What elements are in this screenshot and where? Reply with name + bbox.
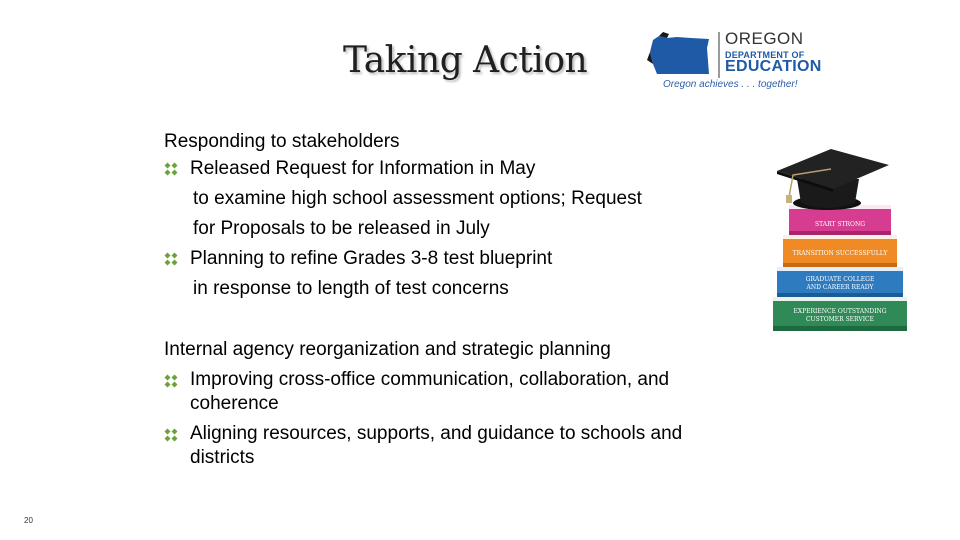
section-stakeholders — [164, 130, 642, 304]
diamond-bullet-icon — [164, 252, 178, 266]
book-label: EXPERIENCE OUTSTANDING — [793, 308, 887, 315]
logo-department-text: DEPARTMENT OF — [725, 50, 805, 60]
logo-divider — [718, 32, 720, 78]
logo-education-text: EDUCATION — [725, 58, 822, 75]
oregon-state-icon — [647, 32, 715, 78]
book-blue — [777, 267, 903, 297]
bullet-line: Released Request for Information in May — [190, 157, 536, 179]
bullet-item — [164, 154, 642, 244]
section-heading: Internal agency reorganization and strategic planning — [164, 339, 611, 360]
book-label: CUSTOMER SERVICE — [805, 316, 875, 323]
book-orange — [783, 235, 897, 267]
diamond-bullet-icon — [164, 428, 178, 442]
book-label: AND CAREER READY — [806, 284, 874, 291]
bullet-line: to examine high school assessment options; Request — [193, 187, 642, 209]
bullet-line: in response to length of test concerns — [193, 277, 509, 299]
page-number: 20 — [24, 516, 33, 525]
section-reorganization — [164, 338, 764, 470]
bullet-item — [164, 422, 750, 470]
book-label: START STRONG — [814, 221, 866, 228]
bullet-line: Planning to refine Grades 3-8 test blueprint — [190, 247, 553, 269]
bullet-item — [164, 244, 642, 304]
book-label: GRADUATE COLLEGE — [805, 276, 875, 283]
book-stack-graduation-illustration — [771, 143, 911, 335]
bullet-item — [164, 368, 750, 416]
diamond-bullet-icon — [164, 374, 178, 388]
bullet-text: Improving cross-office communication, collaboration, and coherence — [190, 369, 670, 414]
ode-logo — [647, 26, 822, 96]
bullet-line: for Proposals to be released in July — [193, 217, 490, 239]
book-pink — [789, 205, 891, 235]
book-label: TRANSITION SUCCESSFULLY — [792, 250, 888, 257]
logo-tagline: Oregon achieves . . . together! — [663, 79, 798, 90]
section-heading: Responding to stakeholders — [164, 131, 400, 152]
book-green — [773, 297, 907, 331]
slide-title: Taking Action — [343, 40, 588, 81]
graduation-cap-icon — [777, 149, 889, 210]
diamond-bullet-icon — [164, 162, 178, 176]
bullet-text: Aligning resources, supports, and guidance to schools and districts — [190, 423, 683, 468]
logo-oregon-text: OREGON — [725, 29, 804, 48]
